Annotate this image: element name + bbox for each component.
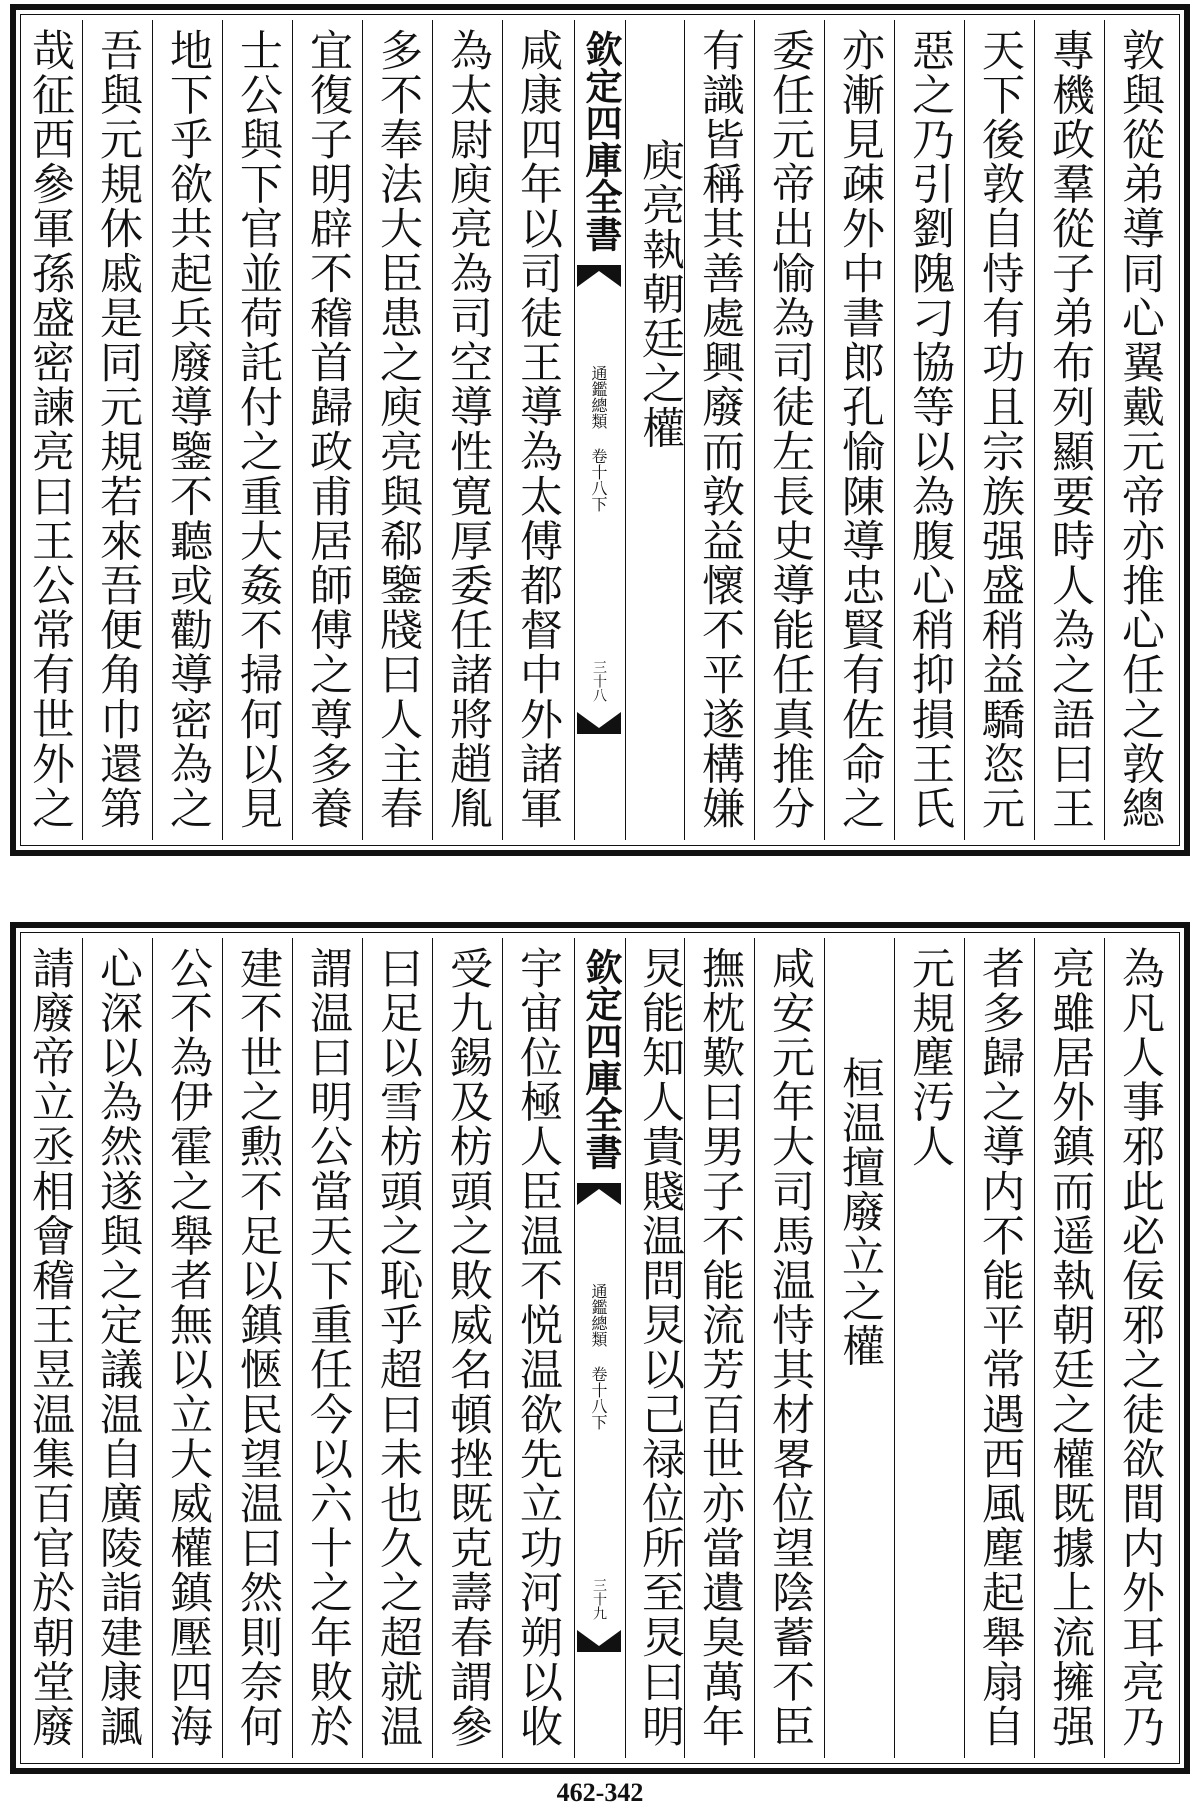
page-number: 462-342	[556, 1778, 644, 1807]
book-name: 通鑑總類	[589, 1283, 608, 1347]
volume-label	[589, 1283, 607, 1430]
column-rule	[1104, 20, 1105, 840]
column-rule	[894, 938, 895, 1758]
text-column: 多不奉法大臣患之庾亮與郗鑒牋曰人主春	[373, 28, 423, 831]
column-rule	[292, 938, 293, 1758]
text-column: 士公與下官並荷託付之重大姦不掃何以見	[233, 28, 283, 831]
text-column: 委任元帝出愉為司徒左長史導能任真推分	[765, 28, 815, 831]
section-heading: 桓温擅廢立之權	[835, 1056, 885, 1369]
column-rule	[502, 938, 503, 1758]
column-rule	[502, 20, 503, 840]
text-column: 心深以為然遂與之定議温自廣陵詣建康諷	[93, 946, 143, 1749]
text-column: 建不世之勲不足以鎮愜民望温曰然則奈何	[233, 946, 283, 1749]
column-rule	[754, 20, 755, 840]
text-column: 地下乎欲共起兵廢導鑒不聽或勸導密為之	[163, 28, 213, 831]
text-column: 受九錫及枋頭之敗威名頓挫既克壽春謂參	[443, 946, 493, 1749]
text-column: 敦與從弟導同心翼戴元帝亦推心任之敦總	[1115, 28, 1165, 831]
text-column: 撫枕歎曰男子不能流芳百世亦當遺臭萬年	[695, 946, 745, 1749]
text-column: 咸康四年以司徒王導為太傅都督中外諸軍	[513, 28, 563, 831]
column-rule	[222, 938, 223, 1758]
fish-tail-mark-bottom-icon	[577, 710, 621, 734]
text-column: 謂温曰明公當天下重任今以六十之年敗於	[303, 946, 353, 1749]
text-column: 哉征西參軍孫盛密諫亮曰王公常有世外之	[25, 28, 75, 831]
fish-tail-mark-icon	[577, 1183, 621, 1207]
text-column: 為太尉庾亮為司空導性寛厚委任諸將趙胤	[443, 28, 493, 831]
column-rule	[824, 20, 825, 840]
text-column: 為凡人事邪此必佞邪之徒欲間内外耳亮乃	[1115, 946, 1165, 1749]
text-column: 者多歸之導内不能平常遇西風塵起舉扇自	[975, 946, 1025, 1749]
column-rule	[292, 20, 293, 840]
text-column: 元規塵汚人	[905, 946, 955, 1169]
text-column: 亦漸見疎外中書郎孔愉陳導忠賢有佐命之	[835, 28, 885, 831]
text-column: 有識皆稱其善處興廢而敦益懷不平遂構嫌	[695, 28, 745, 831]
column-rule	[362, 938, 363, 1758]
volume-number: 卷十八下	[589, 1366, 608, 1430]
fish-tail-mark-bottom-icon	[577, 1628, 621, 1652]
text-column: 天下後敦自恃有功且宗族强盛稍益驕恣元	[975, 28, 1025, 831]
volume-number: 卷十八下	[589, 448, 608, 512]
column-rule	[754, 938, 755, 1758]
text-column: 公不為伊霍之舉者無以立大威權鎮壓四海	[163, 946, 213, 1749]
center-margin	[574, 938, 626, 1758]
book-title: 欽定四庫全書	[579, 30, 623, 252]
column-rule	[222, 20, 223, 840]
scan-page-bottom	[10, 922, 1190, 1774]
text-column: 請廢帝立丞相會稽王昱温集百官於朝堂廢	[25, 946, 75, 1749]
column-rule	[824, 938, 825, 1758]
book-name: 通鑑總類	[589, 365, 608, 429]
column-rule	[894, 20, 895, 840]
column-rule	[1034, 20, 1035, 840]
text-column: 亮雖居外鎮而遥執朝廷之權既據上流擁强	[1045, 946, 1095, 1749]
column-rule	[362, 20, 363, 840]
column-rule	[964, 20, 965, 840]
text-column: 宇宙位極人臣温不悦温欲先立功河朔以收	[513, 946, 563, 1749]
text-column: 惡之乃引劉隗刁協等以為腹心稍抑損王氏	[905, 28, 955, 831]
folio-number: 三十八	[591, 660, 607, 702]
column-rule	[432, 938, 433, 1758]
volume-label	[589, 365, 607, 512]
column-rule	[964, 938, 965, 1758]
text-column: 專機政羣從子弟布列顯要時人為之語曰王	[1045, 28, 1095, 831]
fish-tail-mark-icon	[577, 265, 621, 289]
center-margin	[574, 20, 626, 840]
column-rule	[152, 20, 153, 840]
scan-page-top	[10, 4, 1190, 856]
column-rule	[432, 20, 433, 840]
book-title: 欽定四庫全書	[579, 948, 623, 1170]
text-column: 咸安元年大司馬温恃其材畧位望陰蓄不臣	[765, 946, 815, 1749]
text-column: 曰足以雪枋頭之恥乎超曰未也久之超就温	[373, 946, 423, 1749]
text-column: 宜復子明辟不稽首歸政甫居師傅之尊多養	[303, 28, 353, 831]
column-rule	[152, 938, 153, 1758]
column-rule	[1104, 938, 1105, 1758]
text-column: 炅能知人貴賤温問炅以己禄位所至炅曰明	[635, 946, 685, 1749]
section-heading: 庾亮執朝廷之權	[635, 138, 685, 451]
folio-number: 三十九	[591, 1578, 607, 1620]
text-column: 吾與元規休戚是同元規若來吾便角巾還第	[93, 28, 143, 831]
column-rule	[1034, 938, 1035, 1758]
